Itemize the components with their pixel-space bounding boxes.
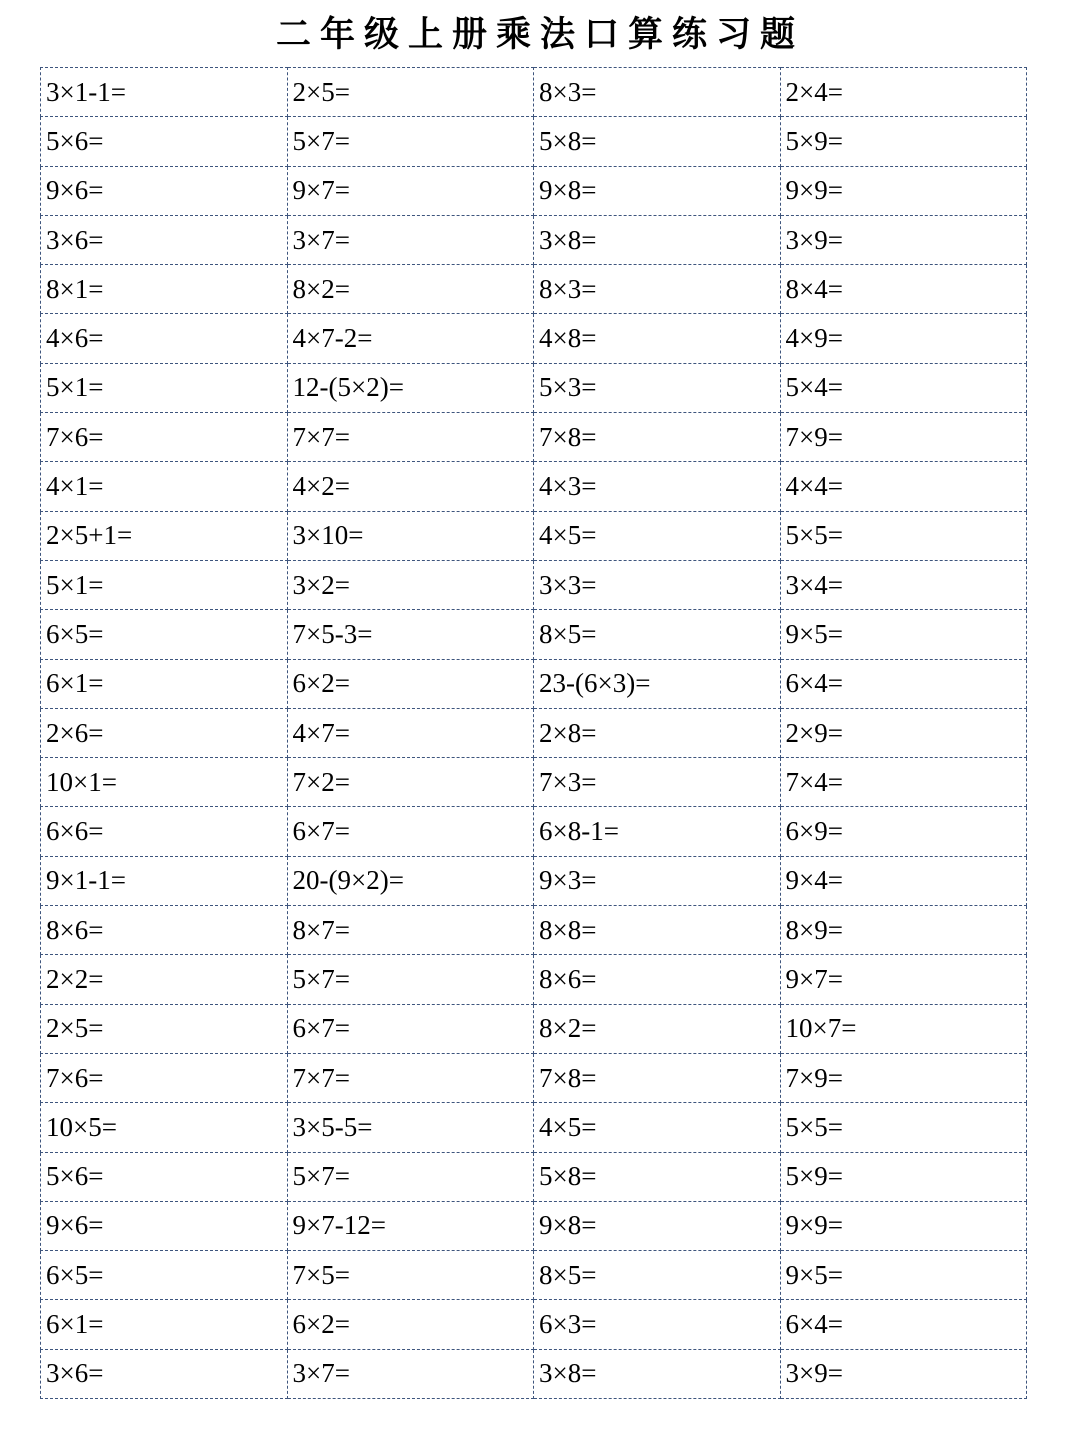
exercise-cell: 4×8= — [534, 314, 781, 363]
exercise-cell: 9×8= — [534, 166, 781, 215]
exercise-cell: 10×5= — [41, 1103, 288, 1152]
table-row — [41, 1053, 1027, 1102]
exercise-cell: 12-(5×2)= — [287, 363, 534, 412]
exercise-cell: 6×5= — [41, 1251, 288, 1300]
table-row — [41, 265, 1027, 314]
table-row — [41, 363, 1027, 412]
exercise-cell: 9×9= — [780, 1201, 1027, 1250]
exercise-cell: 7×2= — [287, 758, 534, 807]
table-row — [41, 166, 1027, 215]
table-row — [41, 314, 1027, 363]
worksheet-title: 二年级上册乘法口算练习题 — [275, 14, 804, 55]
exercise-cell: 6×3= — [534, 1300, 781, 1349]
exercise-cell: 6×4= — [780, 1300, 1027, 1349]
exercise-cell: 4×7= — [287, 708, 534, 757]
exercise-cell: 5×3= — [534, 363, 781, 412]
exercise-cell: 5×6= — [41, 1152, 288, 1201]
exercise-cell: 6×1= — [41, 659, 288, 708]
exercise-cell: 8×4= — [780, 265, 1027, 314]
exercise-cell: 2×8= — [534, 708, 781, 757]
exercise-cell: 3×1-1= — [41, 68, 288, 117]
exercise-cell: 4×4= — [780, 462, 1027, 511]
table-row — [41, 1152, 1027, 1201]
exercise-cell: 9×5= — [780, 610, 1027, 659]
exercise-cell: 2×9= — [780, 708, 1027, 757]
exercise-cell: 7×9= — [780, 413, 1027, 462]
exercise-cell: 9×4= — [780, 856, 1027, 905]
exercise-cell: 7×5-3= — [287, 610, 534, 659]
table-row — [41, 807, 1027, 856]
exercise-cell: 10×1= — [41, 758, 288, 807]
exercise-cell: 5×8= — [534, 117, 781, 166]
exercise-cell: 9×9= — [780, 166, 1027, 215]
exercise-cell: 6×5= — [41, 610, 288, 659]
exercise-cell: 2×5= — [41, 1004, 288, 1053]
exercise-cell: 9×8= — [534, 1201, 781, 1250]
exercise-cell: 8×6= — [41, 906, 288, 955]
exercise-cell: 9×7= — [780, 955, 1027, 1004]
exercise-cell: 7×3= — [534, 758, 781, 807]
exercise-cell: 2×2= — [41, 955, 288, 1004]
exercise-cell: 3×8= — [534, 1349, 781, 1398]
exercise-cell: 5×7= — [287, 117, 534, 166]
exercise-cell: 3×4= — [780, 560, 1027, 609]
exercise-cell: 8×2= — [287, 265, 534, 314]
exercise-table-body — [41, 68, 1027, 1399]
exercise-cell: 5×9= — [780, 117, 1027, 166]
table-row — [41, 856, 1027, 905]
exercise-cell: 2×6= — [41, 708, 288, 757]
table-row — [41, 1103, 1027, 1152]
exercise-cell: 3×7= — [287, 1349, 534, 1398]
exercise-cell: 6×8-1= — [534, 807, 781, 856]
exercise-cell: 7×8= — [534, 413, 781, 462]
exercise-cell: 23-(6×3)= — [534, 659, 781, 708]
exercise-cell: 5×5= — [780, 1103, 1027, 1152]
exercise-cell: 6×2= — [287, 659, 534, 708]
exercise-cell: 5×7= — [287, 955, 534, 1004]
exercise-cell: 3×9= — [780, 1349, 1027, 1398]
exercise-cell: 3×3= — [534, 560, 781, 609]
exercise-cell: 3×6= — [41, 215, 288, 264]
table-row — [41, 117, 1027, 166]
table-row — [41, 413, 1027, 462]
exercise-cell: 6×4= — [780, 659, 1027, 708]
exercise-cell: 5×5= — [780, 511, 1027, 560]
exercise-cell: 5×4= — [780, 363, 1027, 412]
exercise-cell: 9×3= — [534, 856, 781, 905]
exercise-cell: 10×7= — [780, 1004, 1027, 1053]
exercise-cell: 8×6= — [534, 955, 781, 1004]
table-row — [41, 708, 1027, 757]
table-row — [41, 68, 1027, 117]
exercise-cell: 7×6= — [41, 1053, 288, 1102]
exercise-cell: 5×7= — [287, 1152, 534, 1201]
exercise-cell: 3×9= — [780, 215, 1027, 264]
table-row — [41, 659, 1027, 708]
exercise-cell: 7×5= — [287, 1251, 534, 1300]
exercise-cell: 9×7-12= — [287, 1201, 534, 1250]
table-row — [41, 1251, 1027, 1300]
exercise-cell: 3×5-5= — [287, 1103, 534, 1152]
exercise-cell: 4×5= — [534, 1103, 781, 1152]
exercise-cell: 6×6= — [41, 807, 288, 856]
exercise-cell: 5×6= — [41, 117, 288, 166]
exercise-cell: 6×2= — [287, 1300, 534, 1349]
exercise-cell: 8×8= — [534, 906, 781, 955]
exercise-cell: 4×7-2= — [287, 314, 534, 363]
exercise-cell: 8×3= — [534, 265, 781, 314]
exercise-cell: 4×5= — [534, 511, 781, 560]
exercise-cell: 5×8= — [534, 1152, 781, 1201]
exercise-cell: 4×6= — [41, 314, 288, 363]
table-row — [41, 1349, 1027, 1398]
exercise-cell: 4×9= — [780, 314, 1027, 363]
table-row — [41, 511, 1027, 560]
exercise-cell: 4×1= — [41, 462, 288, 511]
exercise-cell: 7×8= — [534, 1053, 781, 1102]
exercise-cell: 8×5= — [534, 610, 781, 659]
exercise-cell: 9×6= — [41, 166, 288, 215]
exercise-cell: 3×2= — [287, 560, 534, 609]
exercise-cell: 3×8= — [534, 215, 781, 264]
table-row — [41, 1004, 1027, 1053]
table-row — [41, 758, 1027, 807]
exercise-cell: 8×7= — [287, 906, 534, 955]
exercise-cell: 9×6= — [41, 1201, 288, 1250]
exercise-cell: 7×4= — [780, 758, 1027, 807]
exercise-cell: 4×3= — [534, 462, 781, 511]
exercise-cell: 3×10= — [287, 511, 534, 560]
exercise-cell: 9×7= — [287, 166, 534, 215]
exercise-cell: 7×7= — [287, 1053, 534, 1102]
exercise-cell: 6×9= — [780, 807, 1027, 856]
exercise-cell: 8×1= — [41, 265, 288, 314]
exercise-cell: 8×9= — [780, 906, 1027, 955]
table-row — [41, 462, 1027, 511]
table-row — [41, 610, 1027, 659]
exercise-cell: 8×2= — [534, 1004, 781, 1053]
exercise-cell: 7×9= — [780, 1053, 1027, 1102]
exercise-cell: 4×2= — [287, 462, 534, 511]
exercise-cell: 7×7= — [287, 413, 534, 462]
table-row — [41, 906, 1027, 955]
exercise-cell: 6×7= — [287, 807, 534, 856]
exercise-cell: 8×5= — [534, 1251, 781, 1300]
exercise-cell: 20-(9×2)= — [287, 856, 534, 905]
exercise-cell: 6×7= — [287, 1004, 534, 1053]
table-row — [41, 1201, 1027, 1250]
exercise-cell: 8×3= — [534, 68, 781, 117]
exercise-cell: 9×5= — [780, 1251, 1027, 1300]
table-row — [41, 560, 1027, 609]
table-row — [41, 955, 1027, 1004]
exercise-cell: 2×5= — [287, 68, 534, 117]
exercise-cell: 7×6= — [41, 413, 288, 462]
exercise-cell: 2×5+1= — [41, 511, 288, 560]
exercise-cell: 5×1= — [41, 560, 288, 609]
exercise-cell: 9×1-1= — [41, 856, 288, 905]
exercise-cell: 3×6= — [41, 1349, 288, 1398]
exercise-cell: 5×1= — [41, 363, 288, 412]
exercise-cell: 3×7= — [287, 215, 534, 264]
exercise-cell: 2×4= — [780, 68, 1027, 117]
table-row — [41, 1300, 1027, 1349]
table-row — [41, 215, 1027, 264]
exercise-cell: 5×9= — [780, 1152, 1027, 1201]
exercise-table — [40, 67, 1027, 1399]
exercise-cell: 6×1= — [41, 1300, 288, 1349]
